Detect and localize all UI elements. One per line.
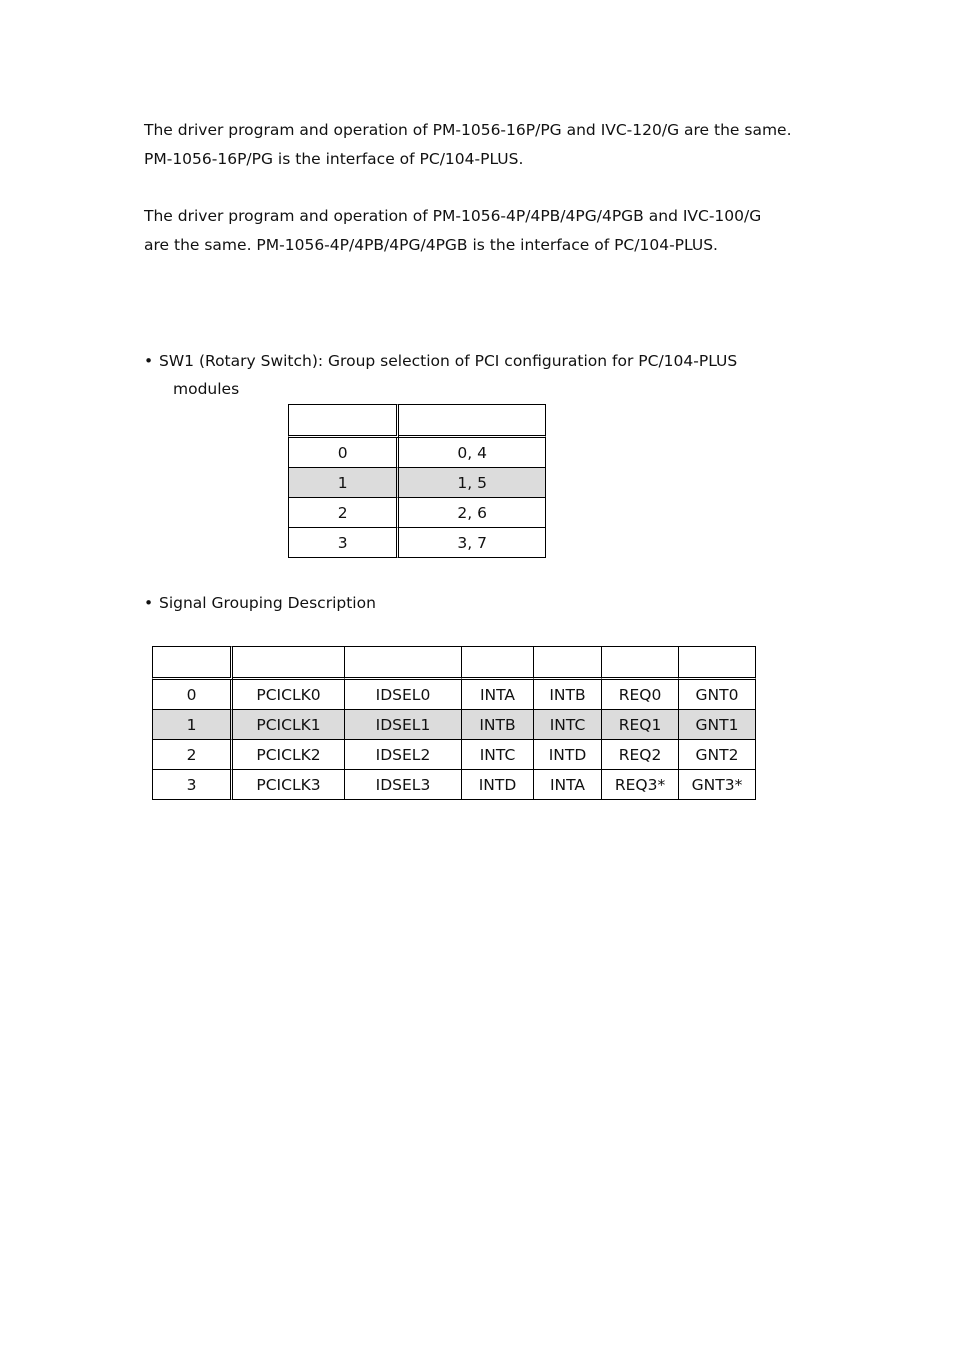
bullet-signal-grouping [144, 589, 376, 617]
table-cell: GNT2 [679, 740, 756, 770]
bullet-text-continued: modules [173, 380, 240, 398]
table-cell: GNT3* [679, 770, 756, 800]
bullet-icon: • [144, 594, 154, 612]
table-cell: 3, 7 [399, 528, 546, 558]
paragraph-ivc120 [144, 116, 792, 174]
table-header-cell [233, 646, 345, 680]
table-cell: IDSEL2 [345, 740, 462, 770]
signal-grouping-table [152, 646, 756, 800]
table-cell: INTB [462, 710, 534, 740]
paragraph-line: are the same. PM-1056-4P/4PB/4PG/4PGB is the interface of PC/104-PLUS. [144, 236, 718, 254]
table-header-cell [345, 646, 462, 680]
bullet-text: Signal Grouping Description [159, 594, 376, 612]
table-cell: REQ0 [602, 680, 679, 710]
table-cell: 3 [152, 770, 233, 800]
table-cell: INTD [462, 770, 534, 800]
bullet-icon: • [144, 352, 154, 370]
paragraph-line: The driver program and operation of PM-1056-4P/4PB/4PG/4PGB and IVC-100/G [144, 207, 762, 225]
table-cell: INTD [534, 740, 602, 770]
table-cell: 0 [152, 680, 233, 710]
table-cell: GNT1 [679, 710, 756, 740]
table-cell: 1 [288, 468, 399, 498]
table-row [152, 740, 756, 770]
table-cell: IDSEL3 [345, 770, 462, 800]
table-cell: 0, 4 [399, 438, 546, 468]
table-cell: PCICLK0 [233, 680, 345, 710]
table-cell: PCICLK1 [233, 710, 345, 740]
table-cell: 1 [152, 710, 233, 740]
table-cell: IDSEL1 [345, 710, 462, 740]
table-cell: 2 [288, 498, 399, 528]
table-cell: PCICLK2 [233, 740, 345, 770]
table-row [152, 680, 756, 710]
table-header-cell [152, 646, 233, 680]
table-cell: INTB [534, 680, 602, 710]
table-cell: INTC [534, 710, 602, 740]
table-cell: IDSEL0 [345, 680, 462, 710]
table-row [288, 528, 546, 558]
paragraph-line: PM-1056-16P/PG is the interface of PC/104-PLUS. [144, 150, 524, 168]
table-row [152, 710, 756, 740]
table-cell: 0 [288, 438, 399, 468]
table-cell: 2, 6 [399, 498, 546, 528]
bullet-text: SW1 (Rotary Switch): Group selection of PCI configuration for PC/104-PLUS [159, 352, 738, 370]
table-header-cell [534, 646, 602, 680]
table-row [288, 468, 546, 498]
table-cell: REQ1 [602, 710, 679, 740]
table-header-row [288, 404, 546, 438]
table-header-row [152, 646, 756, 680]
table-cell: 1, 5 [399, 468, 546, 498]
table-header-cell [288, 404, 399, 438]
paragraph-line: The driver program and operation of PM-1056-16P/PG and IVC-120/G are the same. [144, 121, 792, 139]
table-header-cell [679, 646, 756, 680]
table-header-cell [602, 646, 679, 680]
table-cell: 2 [152, 740, 233, 770]
table-cell: INTA [534, 770, 602, 800]
table-cell: GNT0 [679, 680, 756, 710]
table-cell: REQ2 [602, 740, 679, 770]
table-cell: PCICLK3 [233, 770, 345, 800]
table-cell: INTA [462, 680, 534, 710]
table-header-cell [399, 404, 546, 438]
table-row [288, 498, 546, 528]
table-cell: REQ3* [602, 770, 679, 800]
table-cell: 3 [288, 528, 399, 558]
table-row [288, 438, 546, 468]
sw1-group-table [288, 404, 546, 558]
table-row [152, 770, 756, 800]
bullet-sw1-rotary-switch [144, 347, 824, 403]
table-cell: INTC [462, 740, 534, 770]
paragraph-ivc100 [144, 202, 761, 260]
table-header-cell [462, 646, 534, 680]
